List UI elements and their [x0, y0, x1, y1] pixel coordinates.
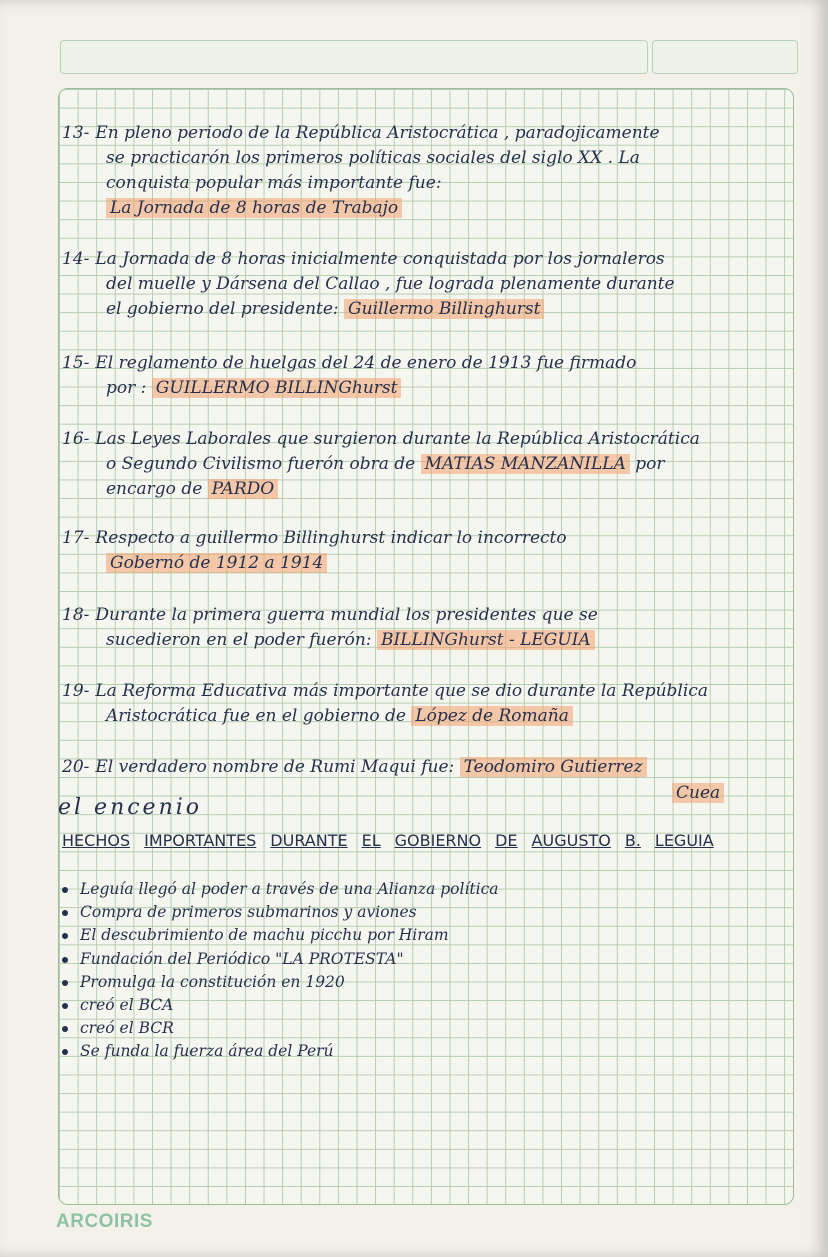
highlighted-answer: La Jornada de 8 horas de Trabajo	[106, 198, 402, 218]
highlighted-answer: PARDO	[208, 479, 279, 499]
question-17-line	[106, 552, 327, 574]
heading-word: DURANTE	[270, 831, 348, 850]
line-text: Respecto a guillermo Billinghurst indicar lo incorrecto	[95, 528, 567, 548]
bullet-text: Leguía llegó al poder a través de una Alianza política	[80, 880, 499, 898]
line-text: por	[635, 454, 665, 474]
highlighted-answer: López de Romaña	[411, 706, 573, 726]
question-14-line	[106, 298, 544, 320]
question-13-line	[106, 197, 402, 219]
question-16-line	[62, 428, 700, 450]
highlighted-answer: Guillermo Billinghurst	[344, 299, 544, 319]
heading-word: IMPORTANTES	[144, 831, 257, 850]
question-number: 16-	[62, 429, 90, 449]
brand-logo: ARCOIRIS	[56, 1211, 153, 1232]
bullet-item	[62, 901, 499, 924]
question-15-line	[106, 377, 401, 399]
question-number: 17-	[62, 528, 90, 548]
question-number: 19-	[62, 681, 90, 701]
line-text: La Reforma Educativa más importante que se dio durante la República	[95, 681, 708, 701]
bullet-text: Promulga la constitución en 1920	[80, 972, 345, 991]
line-text: se practicarón los primeros políticas sociales del siglo XX . La	[106, 148, 640, 168]
line-text: La Jornada de 8 horas inicialmente conquistada por los jornaleros	[95, 249, 665, 269]
line-text: por :	[106, 378, 147, 398]
bullet-text: El descubrimiento de machu picchu por Hiram	[80, 926, 449, 945]
bullet-item	[62, 994, 499, 1017]
heading-word: GOBIERNO	[394, 831, 482, 850]
highlighted-answer: Gobernó de 1912 a 1914	[106, 553, 327, 573]
highlighted-answer: Teodomiro Gutierrez	[460, 757, 647, 777]
crossed-out-scribble: el encenio	[58, 795, 203, 820]
bullet-text: creó el BCR	[80, 1019, 174, 1038]
line-text: Las Leyes Laborales que surgieron durante la República Aristocrática	[95, 429, 700, 449]
question-20-line	[672, 782, 724, 804]
bullet-dot-icon	[62, 1026, 68, 1032]
question-20-line	[62, 756, 647, 778]
line-text: Durante la primera guerra mundial los presidentes que se	[95, 605, 598, 625]
bullet-list	[62, 878, 499, 1064]
bullet-item	[62, 971, 499, 994]
heading-word: AUGUSTO	[531, 831, 611, 850]
line-text: sucedieron en el poder fuerón:	[106, 630, 372, 650]
bullet-dot-icon	[62, 910, 68, 916]
heading-word: B.	[624, 831, 641, 850]
line-text: o Segundo Civilismo fuerón obra de	[106, 454, 416, 474]
question-number: 14-	[62, 249, 90, 269]
highlighted-answer: MATIAS MANZANILLA	[421, 454, 630, 474]
question-18-line	[106, 629, 595, 651]
question-number: 15-	[62, 353, 90, 373]
date-box	[652, 40, 798, 74]
heading-word: HECHOS	[62, 831, 131, 850]
bullet-item	[62, 1040, 499, 1063]
title-box	[60, 40, 648, 74]
bullet-dot-icon	[62, 933, 68, 939]
bullet-item	[62, 878, 499, 901]
line-text: conquista popular más importante fue:	[106, 173, 442, 193]
bullet-text: creó el BCA	[80, 995, 174, 1014]
bullet-item	[62, 1017, 499, 1040]
question-13-line	[62, 122, 660, 144]
bullet-item	[62, 924, 499, 947]
line-text: Aristocrática fue en el gobierno de	[106, 706, 406, 726]
bullet-dot-icon	[62, 1049, 68, 1055]
question-13-line	[106, 147, 640, 169]
question-14-line	[106, 273, 675, 295]
bullet-dot-icon	[62, 1003, 68, 1009]
line-text: El reglamento de huelgas del 24 de enero de 1913 fue firmado	[95, 353, 637, 373]
line-text: el gobierno del presidente:	[106, 299, 339, 319]
question-15-line	[62, 352, 636, 374]
section-heading	[62, 831, 728, 850]
line-text: En pleno periodo de la República Aristocrática , paradojicamente	[95, 123, 660, 143]
question-16-line	[106, 453, 665, 475]
bullet-item	[62, 948, 499, 971]
bullet-text: Fundación del Periódico "LA PROTESTA"	[80, 949, 404, 968]
question-14-line	[62, 248, 665, 270]
heading-word: LEGUIA	[654, 831, 714, 850]
question-19-line	[62, 680, 708, 702]
question-number: 13-	[62, 123, 90, 143]
line-text: El verdadero nombre de Rumi Maqui fue:	[95, 757, 455, 777]
heading-word: EL	[361, 831, 381, 850]
highlighted-answer: BILLINGhurst - LEGUIA	[377, 630, 595, 650]
question-number: 18-	[62, 605, 90, 625]
line-text: encargo de	[106, 479, 203, 499]
question-13-line	[106, 172, 442, 194]
bullet-dot-icon	[62, 887, 68, 893]
highlighted-answer: Cuea	[672, 783, 724, 803]
question-16-line	[106, 478, 278, 500]
highlighted-answer: GUILLERMO BILLINGhurst	[152, 378, 402, 398]
heading-word: DE	[495, 831, 518, 850]
line-text: del muelle y Dársena del Callao , fue lograda plenamente durante	[106, 274, 675, 294]
bullet-dot-icon	[62, 957, 68, 963]
bullet-dot-icon	[62, 980, 68, 986]
question-18-line	[62, 604, 598, 626]
question-17-line	[62, 527, 567, 549]
bullet-text: Compra de primeros submarinos y aviones	[80, 903, 417, 922]
bullet-text: Se funda la fuerza área del Perú	[80, 1042, 334, 1061]
question-19-line	[106, 705, 573, 727]
question-number: 20-	[62, 757, 90, 777]
